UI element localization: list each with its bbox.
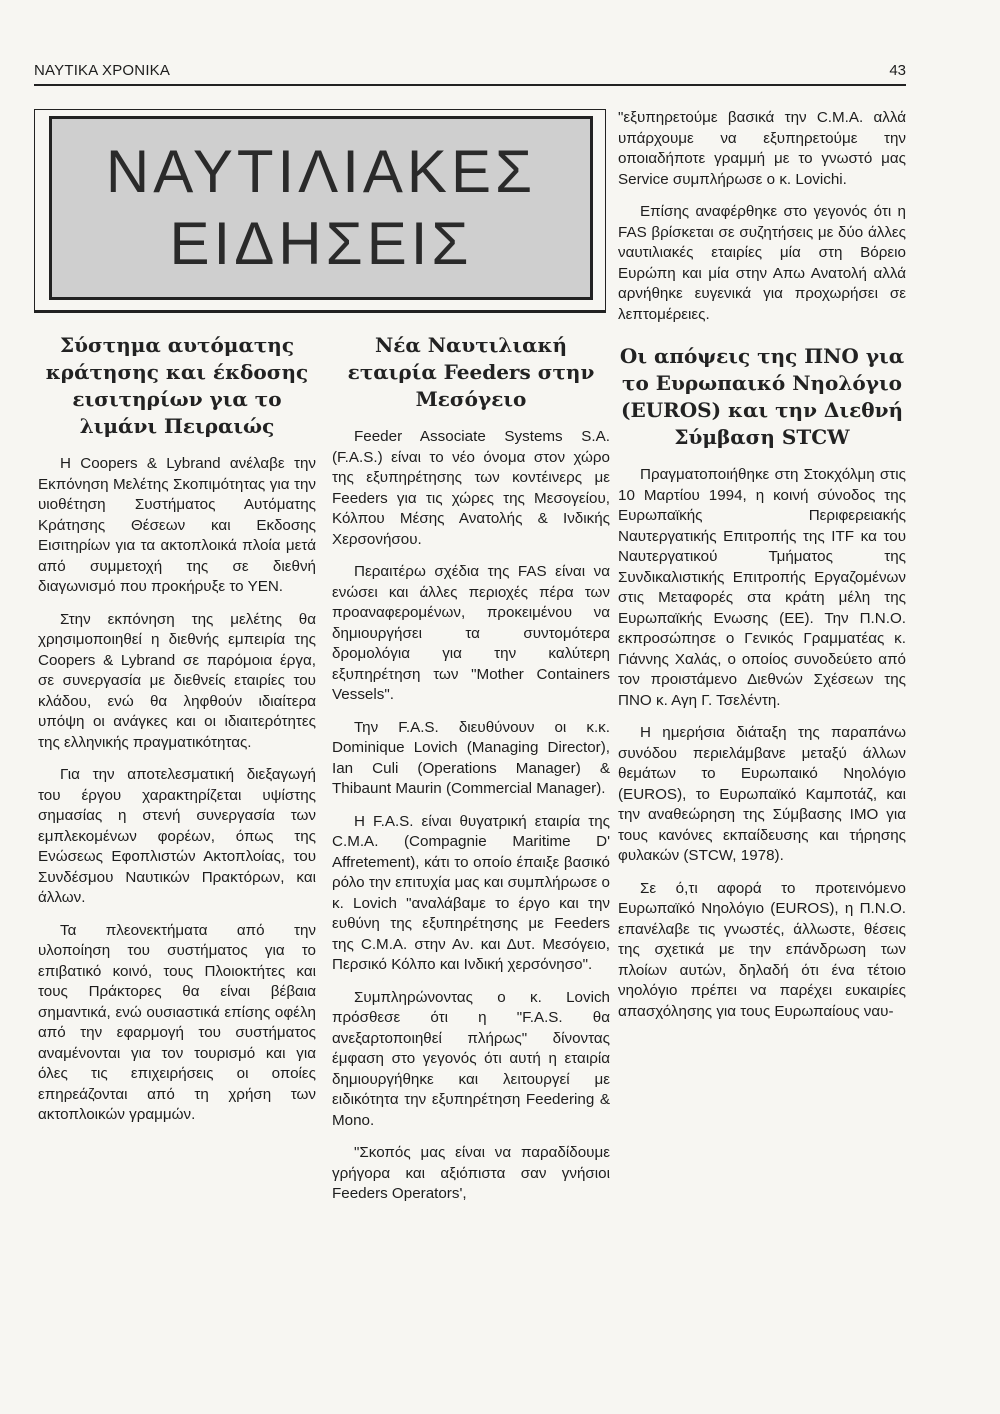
article-2-paragraph: Η F.A.S. είναι θυγατρική εταιρία της C.M.A. (Compagnie Maritime D' Affretement), κάτι το οποίο έπαιξε βασικό ρόλο την επιτυχία μας και συμπλήρωσε ο κ. Lovich "αναλάβαμε το έργο και την ευθύνη της εξυπηρέτησης με Feeders της C.M.A. στην Αν. και Δυτ. Μεσόγειο, Περσικό Κόλπο και Ινδική χερσόνησο". [332,812,610,973]
article-3-paragraph: Πραγματοποιήθηκε στη Στοκχόλμη στις 10 Μαρτίου 1994, η κοινή σύνοδος της Ευρωπαϊκής Περιφερειακής Ναυτεργατικής Επιτροπής της ITF κα του Ναυτεργατικού Τμήματος της Συνδικαλιστικής Επιτροπής Εργαζομένων στις Μεταφορές στα κράτη μέλη της Ευρωπαϊκής Ενωσης (ΕΕ). Την Π.Ν.Ο. εκπροσώπησε ο Γενικός Γραμματέας κ. Γιάννης Χαλάς, ο οποίος συνοδεύετο από τον προιστάμενο Διεθνών Σχέσεων της ΠΝΟ κ. Αγη Γ. Τσελέντη. [618,466,906,709]
article-2-continuation: Επίσης αναφέρθηκε στο γεγονός ότι η FAS βρίσκεται σε συζητήσεις με δύο άλλες ναυτιλιακές εταιρίες μία στη Βόρειο Ευρώπη και μία στην Απω Ανατολή αλλά αρνήθηκε ευγενικά για προχωρήσει σε λεπτομέρειες. [618,203,906,323]
article-3-title: Οι απόψεις της ΠΝΟ για το Ευρωπαικό Νηολόγιο (EUROS) και την Διεθνή Σύμβαση STCW [619,344,905,449]
article-1-title: Σύστημα αυτόματης κράτησης και έκδοσης εισιτηρίων για το λιμάνι Πειραιώς [45,333,309,438]
banner-line-1: ΝΑΥΤΙΛΙΑΚΕΣ [105,138,537,205]
banner-line-2: ΕΙΔΗΣΕΙΣ [169,210,473,277]
article-2-paragraph: Συμπληρώνοντας ο κ. Lovich πρόσθεσε ότι η "F.A.S. θα ανεξαρτοποιηθεί πλήρως" δίνοντας έμφαση στο γεγονός ότι αυτή η εταιρία δημιουργήθηκε και λειτουργεί με ειδικότητα την εξυπηρέτηση Feedering & Mono. [332,988,610,1129]
article-2-paragraph: "Σκοπός μας είναι να παραδίδουμε γρήγορα και αξιόπιστα σαν γνήσιοι Feeders Operators', [332,1144,610,1202]
article-2-paragraph: Feeder Associate Systems S.A. (F.A.S.) είναι το νέο όνομα στον χώρο της εξυπηρέτησης των κοντέινερς με Feeders για τις χώρες της Μεσογείου, Κόλπου Μέσης Ανατολής & Ινδικής Χερσονήσου. [332,428,610,548]
column-2 [332,332,610,1217]
article-3-paragraph: Σε ό,τι αφορά το προτεινόμενο Ευρωπαϊκό Νηολόγιο (EUROS), η Π.Ν.Ο. επανέλαβε τις γνωστές, άλλωστε, θέσεις της σχετικά με την επάνδρωση των πλοίων αυτών, δηλαδή ότι ένα τέτοιο νηολόγιο πρέπει να παρέχει ευκαιρίες απασχόλησης για τους Ευρωπαίους ναυ- [618,879,906,1020]
running-header [34,62,906,86]
page-number: 43 [889,62,906,79]
section-banner [49,116,593,300]
article-1-paragraph: Η Coopers & Lybrand ανέλαβε την Εκπόνηση Μελέτης Σκοπιμότητας για την υιοθέτηση Συστήματος Αυτόματης Κράτησης Θέσεων και Εκδοσης Εισιτηρίων για τα ακτοπλοικά πλοία μετά από συμμετοχή της σε διεθνή διαγωνισμό που προκήρυξε το ΥΕΝ. [38,455,316,595]
article-2-title: Νέα Ναυτιλιακή εταιρία Feeders στην Μεσόγειο [347,333,595,411]
column-3 [618,108,906,1034]
article-1-paragraph: Για την αποτελεσματική διεξαγωγή του έργου χαρακτηρίζεται υψίστης σημασίας η στενή συνεργασία των εμπλεκομένων φορέων, όπως της Ενώσεως Εφοπλιστών Ακτοπλοίας, του Συνδέσμου Ναυτικών Πρακτόρων, και άλλων. [38,766,316,906]
column-1 [38,332,316,1138]
publication-name: ΝΑΥΤΙΚΑ ΧΡΟΝΙΚΑ [34,62,171,79]
article-2-paragraph: Περαιτέρω σχέδια της FAS είναι να ενώσει και άλλες περιοχές πέρα των προαναφερομένων, προκειμένου να δημιουργήσει τα συντομότερα δρομολόγια για την καλύτερη εξυπηρέτηση των "Mother Containers Vessels". [332,563,610,703]
article-2-continuation: "εξυπηρετούμε βασικά την C.M.A. αλλά υπάρχουμε να εξυπηρετούμε την οποιαδήποτε γραμμή με το γνωστό μας Service συμπλήρωσε ο κ. Lovichi. [618,109,906,188]
article-1-paragraph: Στην εκπόνηση της μελέτης θα χρησιμοποιηθεί η διεθνής εμπειρία της Coopers & Lybrand σε παρόμοια έργα, σε συνεργασία με διεθνείς εταιρίες του κλάδου, ενώ θα ληφθούν ιδιαίτερα υπόψη οι ανάγκες και οι ιδιαιτερότητες της ελληνικής πραγματικότητας. [38,610,316,751]
article-3-paragraph: Η ημερήσια διάταξη της παραπάνω συνόδου περιελάμβανε μεταξύ άλλων θεμάτων το Ευρωπαικό Νηολόγιο (EUROS), το Ευρωπαϊκό Καμποτάζ, και την αναθεώρηση της Σύμβασης ΙΜΟ για τους κανόνες εκπαίδευσης και τήρησης φυλακών (STCW, 1978). [618,724,906,864]
article-2-paragraph: Την F.A.S. διευθύνουν οι κ.κ. Dominique Lovich (Managing Director), Ian Culi (Operations Manager) & Thibaunt Maurin (Commercial Manager). [332,718,610,797]
article-1-paragraph: Τα πλεονεκτήματα από την υλοποίηση του συστήματος για το επιβατικό κοινό, τους Πλοιοκτήτες και τους Πράκτορες θα είναι βέβαια σημαντικά, ενώ ουσιαστικά επίσης οφέλη από την εφαρμογή του συστήματος αναμένονται για τον τουρισμό και για όλες τις επιχειρήσεις οι οποίες επηρεάζονται από τη χρήση των ακτοπλοικών γραμμών. [38,921,316,1123]
